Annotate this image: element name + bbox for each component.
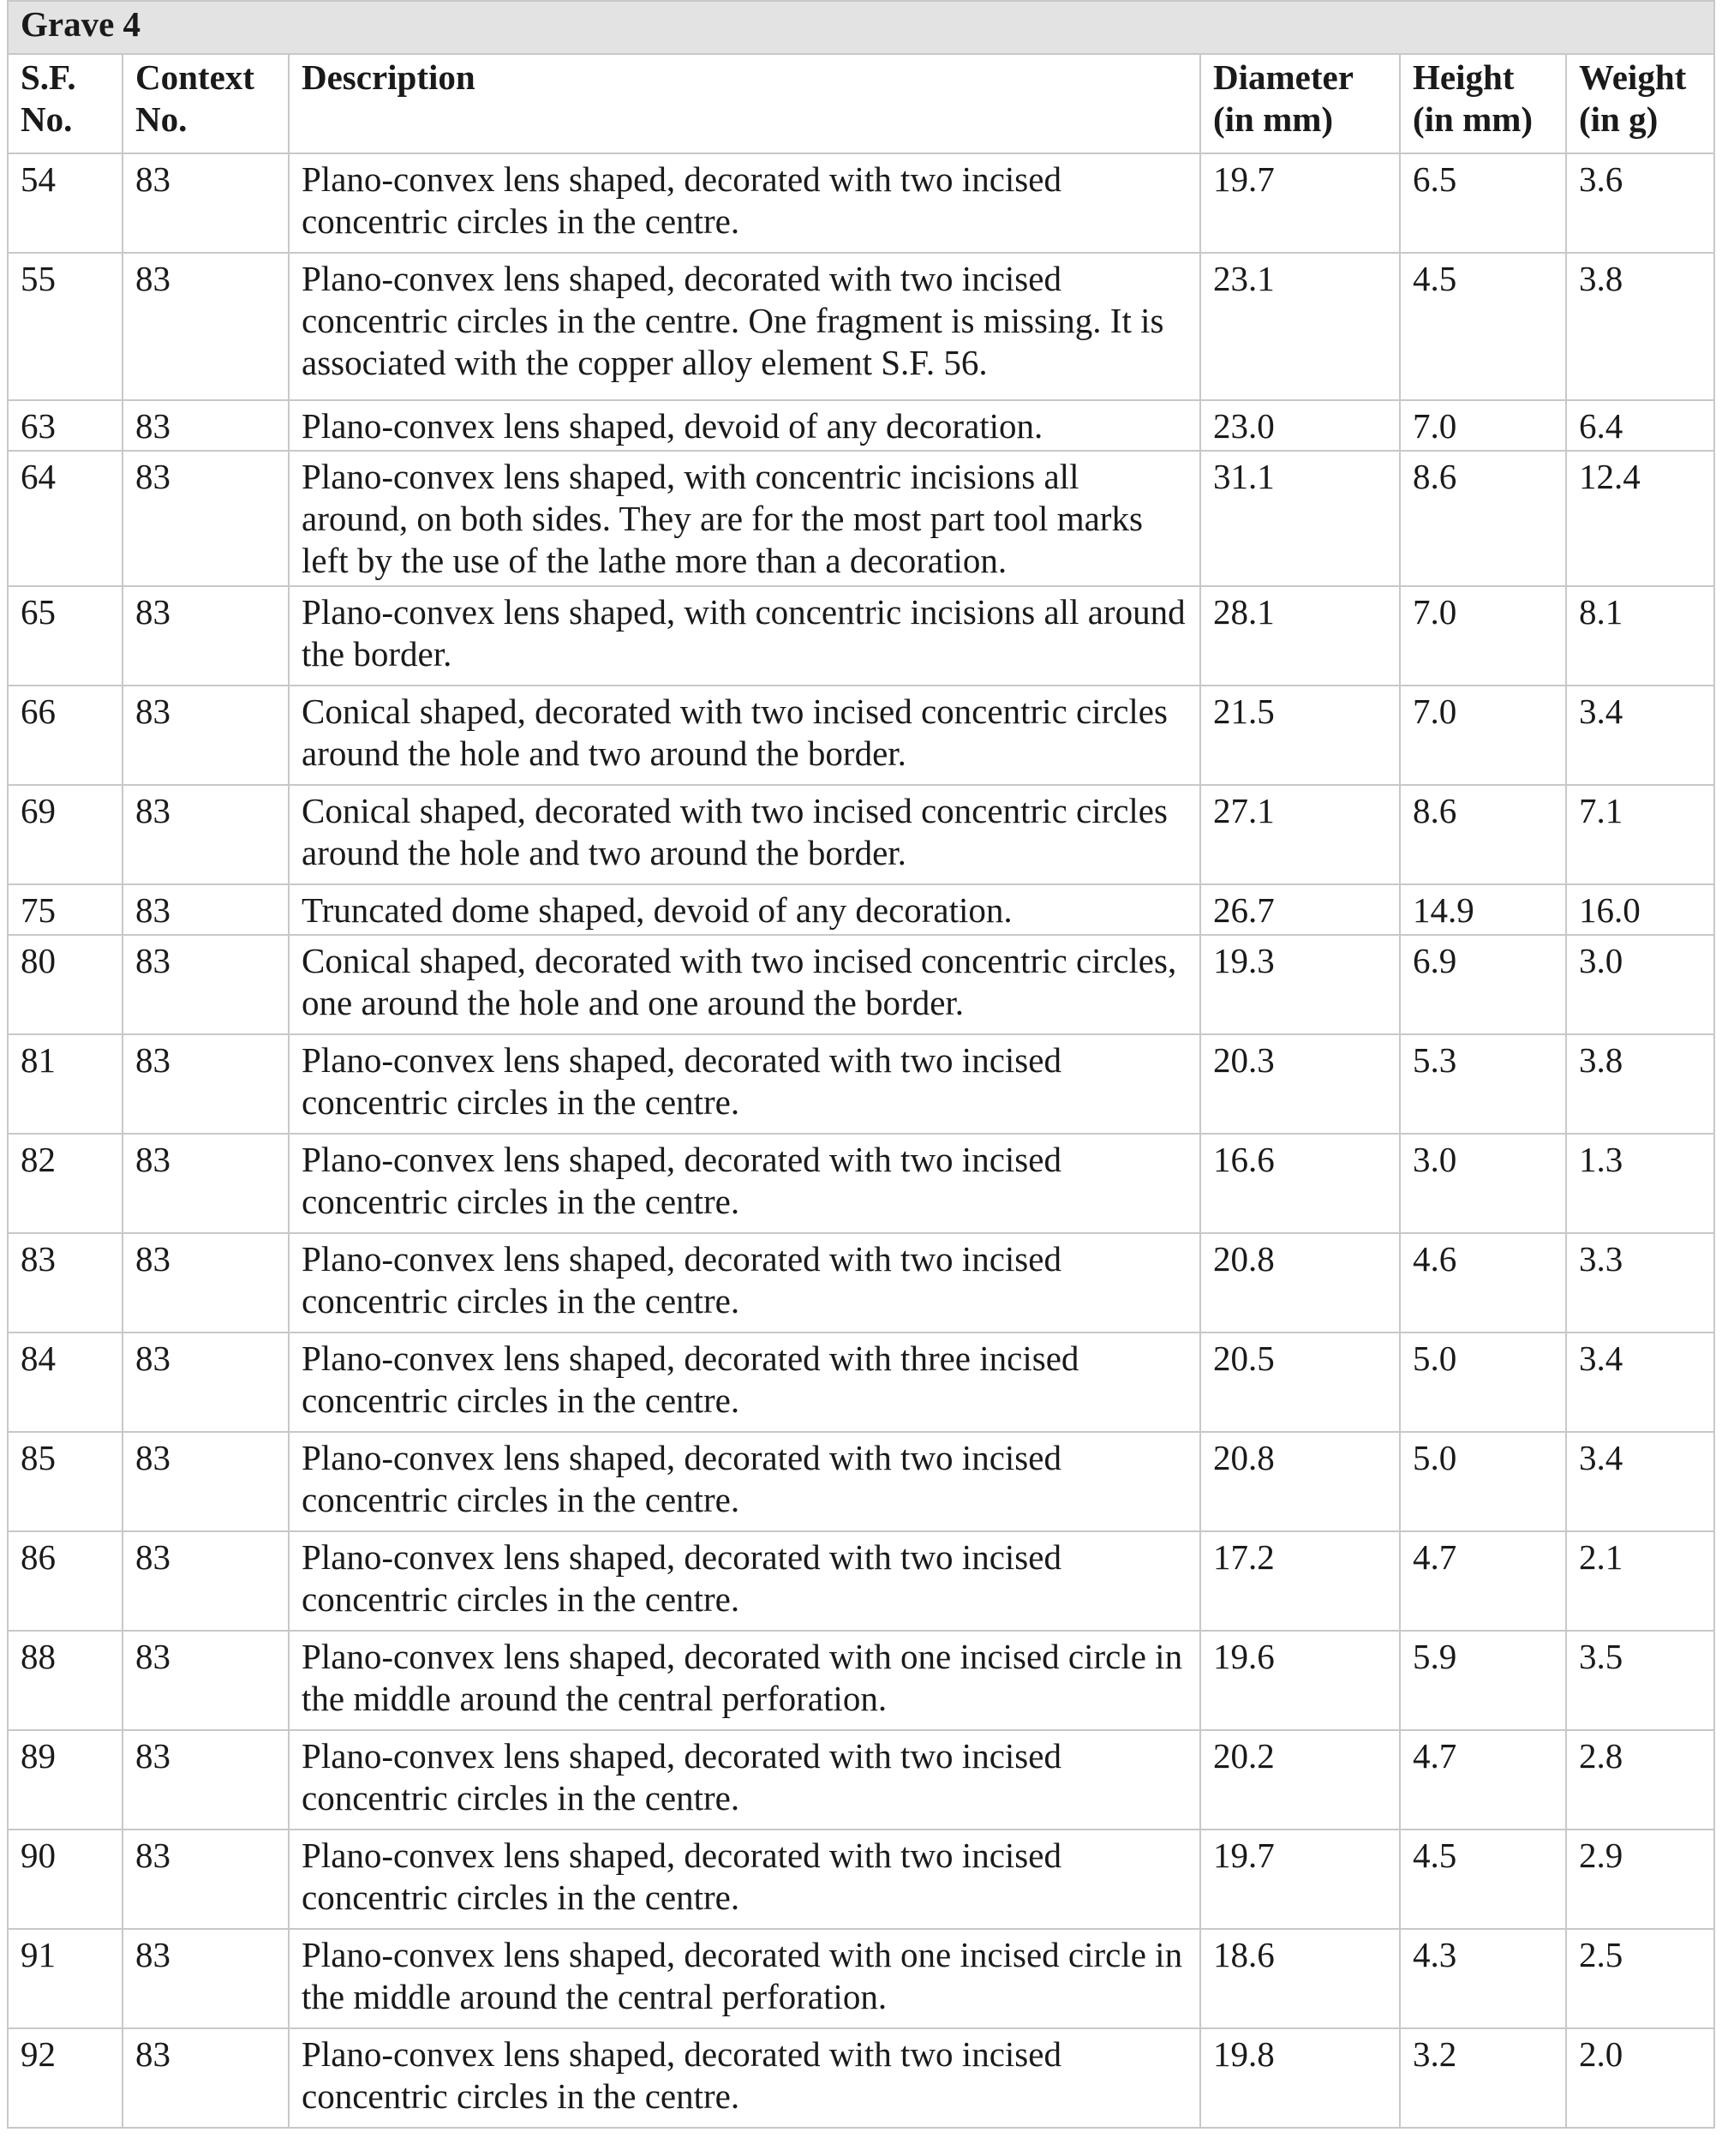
cell-weight: 6.4: [1566, 400, 1714, 451]
cell-description: Conical shaped, decorated with two incised concentric circles around the hole and two around the border.: [289, 686, 1200, 785]
cell-height: 8.6: [1400, 785, 1566, 884]
table-row: [8, 1432, 1714, 1531]
cell-weight: 2.0: [1566, 2028, 1714, 2128]
cell-description: Plano-convex lens shaped, devoid of any decoration.: [289, 400, 1200, 451]
table-row: [8, 253, 1714, 400]
cell-context-no: 83: [123, 1134, 289, 1233]
cell-context-no: 83: [123, 1233, 289, 1333]
cell-description: Conical shaped, decorated with two incised concentric circles, one around the hole and one around the border.: [289, 935, 1200, 1034]
cell-diameter: 28.1: [1200, 586, 1400, 686]
cell-description: Plano-convex lens shaped, decorated with two incised concentric circles in the centre.: [289, 153, 1200, 253]
cell-diameter: 20.8: [1200, 1432, 1400, 1531]
table-row: [8, 1929, 1714, 2028]
cell-context-no: 83: [123, 1034, 289, 1134]
cell-sf-no: 65: [8, 586, 123, 686]
cell-height: 7.0: [1400, 400, 1566, 451]
cell-weight: 3.0: [1566, 935, 1714, 1034]
cell-weight: 16.0: [1566, 884, 1714, 935]
cell-sf-no: 80: [8, 935, 123, 1034]
cell-description: Plano-convex lens shaped, decorated with one incised circle in the middle around the central perforation.: [289, 1631, 1200, 1730]
header-description: Description: [289, 54, 1200, 153]
header-row: [8, 54, 1714, 153]
table-row: [8, 1531, 1714, 1631]
cell-sf-no: 92: [8, 2028, 123, 2128]
cell-weight: 3.6: [1566, 153, 1714, 253]
cell-diameter: 19.6: [1200, 1631, 1400, 1730]
cell-diameter: 21.5: [1200, 686, 1400, 785]
cell-context-no: 83: [123, 1929, 289, 2028]
cell-sf-no: 90: [8, 1830, 123, 1929]
cell-diameter: 20.2: [1200, 1730, 1400, 1830]
cell-weight: 8.1: [1566, 586, 1714, 686]
cell-diameter: 19.8: [1200, 2028, 1400, 2128]
cell-sf-no: 81: [8, 1034, 123, 1134]
cell-description: Plano-convex lens shaped, decorated with two incised concentric circles in the centre.: [289, 1730, 1200, 1830]
cell-height: 6.5: [1400, 153, 1566, 253]
cell-weight: 3.4: [1566, 1333, 1714, 1432]
cell-weight: 3.4: [1566, 686, 1714, 785]
cell-height: 3.2: [1400, 2028, 1566, 2128]
cell-description: Conical shaped, decorated with two incised concentric circles around the hole and two around the border.: [289, 785, 1200, 884]
cell-diameter: 20.3: [1200, 1034, 1400, 1134]
cell-diameter: 23.1: [1200, 253, 1400, 400]
header-context-no: Context No.: [123, 54, 289, 153]
cell-diameter: 31.1: [1200, 451, 1400, 586]
cell-height: 4.3: [1400, 1929, 1566, 2028]
cell-height: 4.7: [1400, 1531, 1566, 1631]
table-row: [8, 153, 1714, 253]
cell-weight: 3.8: [1566, 253, 1714, 400]
cell-height: 4.5: [1400, 253, 1566, 400]
cell-sf-no: 85: [8, 1432, 123, 1531]
cell-sf-no: 89: [8, 1730, 123, 1830]
cell-sf-no: 82: [8, 1134, 123, 1233]
cell-description: Plano-convex lens shaped, decorated with two incised concentric circles in the centre.: [289, 1432, 1200, 1531]
cell-description: Plano-convex lens shaped, decorated with one incised circle in the middle around the central perforation.: [289, 1929, 1200, 2028]
cell-height: 5.9: [1400, 1631, 1566, 1730]
cell-sf-no: 88: [8, 1631, 123, 1730]
cell-sf-no: 84: [8, 1333, 123, 1432]
cell-height: 5.3: [1400, 1034, 1566, 1134]
cell-diameter: 20.5: [1200, 1333, 1400, 1432]
cell-height: 4.7: [1400, 1730, 1566, 1830]
cell-weight: 7.1: [1566, 785, 1714, 884]
cell-description: Plano-convex lens shaped, decorated with three incised concentric circles in the centre.: [289, 1333, 1200, 1432]
cell-description: Plano-convex lens shaped, decorated with two incised concentric circles in the centre.: [289, 1134, 1200, 1233]
cell-context-no: 83: [123, 451, 289, 586]
table-row: [8, 1730, 1714, 1830]
cell-height: 8.6: [1400, 451, 1566, 586]
cell-weight: 2.1: [1566, 1531, 1714, 1631]
cell-sf-no: 75: [8, 884, 123, 935]
cell-context-no: 83: [123, 153, 289, 253]
cell-weight: 12.4: [1566, 451, 1714, 586]
cell-diameter: 19.7: [1200, 1830, 1400, 1929]
table-row: [8, 884, 1714, 935]
cell-diameter: 26.7: [1200, 884, 1400, 935]
cell-diameter: 19.7: [1200, 153, 1400, 253]
cell-diameter: 27.1: [1200, 785, 1400, 884]
cell-sf-no: 86: [8, 1531, 123, 1631]
cell-sf-no: 66: [8, 686, 123, 785]
cell-context-no: 83: [123, 2028, 289, 2128]
cell-context-no: 83: [123, 785, 289, 884]
cell-context-no: 83: [123, 400, 289, 451]
cell-sf-no: 63: [8, 400, 123, 451]
cell-description: Plano-convex lens shaped, decorated with two incised concentric circles in the centre.: [289, 2028, 1200, 2128]
cell-context-no: 83: [123, 884, 289, 935]
cell-weight: 2.5: [1566, 1929, 1714, 2028]
cell-sf-no: 55: [8, 253, 123, 400]
table-row: [8, 1333, 1714, 1432]
table-row: [8, 1233, 1714, 1333]
cell-context-no: 83: [123, 1631, 289, 1730]
table-row: [8, 1631, 1714, 1730]
cell-sf-no: 69: [8, 785, 123, 884]
cell-diameter: 20.8: [1200, 1233, 1400, 1333]
table-row: [8, 1034, 1714, 1134]
cell-context-no: 83: [123, 1432, 289, 1531]
cell-diameter: 23.0: [1200, 400, 1400, 451]
cell-height: 6.9: [1400, 935, 1566, 1034]
cell-height: 4.5: [1400, 1830, 1566, 1929]
cell-context-no: 83: [123, 1333, 289, 1432]
table-row: [8, 400, 1714, 451]
header-diameter: Diameter (in mm): [1200, 54, 1400, 153]
cell-diameter: 16.6: [1200, 1134, 1400, 1233]
table-row: [8, 935, 1714, 1034]
table-row: [8, 686, 1714, 785]
cell-description: Plano-convex lens shaped, decorated with two incised concentric circles in the centre.: [289, 1034, 1200, 1134]
cell-diameter: 18.6: [1200, 1929, 1400, 2028]
cell-weight: 3.4: [1566, 1432, 1714, 1531]
cell-context-no: 83: [123, 586, 289, 686]
document-page: [7, 0, 1713, 2129]
table-row: [8, 451, 1714, 586]
cell-height: 4.6: [1400, 1233, 1566, 1333]
cell-description: Plano-convex lens shaped, with concentric incisions all around, on both sides. They are for the most part tool marks left by the use of the lathe more than a decoration.: [289, 451, 1200, 586]
cell-description: Plano-convex lens shaped, with concentric incisions all around the border.: [289, 586, 1200, 686]
cell-weight: 3.8: [1566, 1034, 1714, 1134]
cell-height: 7.0: [1400, 586, 1566, 686]
cell-context-no: 83: [123, 1531, 289, 1631]
cell-sf-no: 83: [8, 1233, 123, 1333]
cell-height: 5.0: [1400, 1432, 1566, 1531]
cell-diameter: 19.3: [1200, 935, 1400, 1034]
cell-context-no: 83: [123, 1830, 289, 1929]
cell-sf-no: 64: [8, 451, 123, 586]
finds-table: [7, 0, 1715, 2129]
cell-height: 5.0: [1400, 1333, 1566, 1432]
table-row: [8, 586, 1714, 686]
cell-height: 14.9: [1400, 884, 1566, 935]
table-row: [8, 1134, 1714, 1233]
header-sf-no: S.F. No.: [8, 54, 123, 153]
cell-sf-no: 91: [8, 1929, 123, 2028]
table-row: [8, 2028, 1714, 2128]
cell-description: Plano-convex lens shaped, decorated with two incised concentric circles in the centre.: [289, 1830, 1200, 1929]
cell-weight: 2.9: [1566, 1830, 1714, 1929]
cell-description: Plano-convex lens shaped, decorated with two incised concentric circles in the centre. One fragment is missing. It is associated with the copper alloy element S.F. 56.: [289, 253, 1200, 400]
cell-description: Truncated dome shaped, devoid of any decoration.: [289, 884, 1200, 935]
cell-context-no: 83: [123, 935, 289, 1034]
cell-context-no: 83: [123, 1730, 289, 1830]
grave-title-row: [8, 1, 1714, 54]
cell-description: Plano-convex lens shaped, decorated with two incised concentric circles in the centre.: [289, 1233, 1200, 1333]
cell-weight: 1.3: [1566, 1134, 1714, 1233]
cell-weight: 2.8: [1566, 1730, 1714, 1830]
cell-context-no: 83: [123, 253, 289, 400]
header-height: Height (in mm): [1400, 54, 1566, 153]
cell-weight: 3.3: [1566, 1233, 1714, 1333]
header-weight: Weight (in g): [1566, 54, 1714, 153]
cell-diameter: 17.2: [1200, 1531, 1400, 1631]
grave-title: Grave 4: [8, 1, 1714, 54]
table-row: [8, 1830, 1714, 1929]
table-row: [8, 785, 1714, 884]
cell-description: Plano-convex lens shaped, decorated with two incised concentric circles in the centre.: [289, 1531, 1200, 1631]
cell-height: 3.0: [1400, 1134, 1566, 1233]
cell-weight: 3.5: [1566, 1631, 1714, 1730]
cell-sf-no: 54: [8, 153, 123, 253]
cell-context-no: 83: [123, 686, 289, 785]
cell-height: 7.0: [1400, 686, 1566, 785]
